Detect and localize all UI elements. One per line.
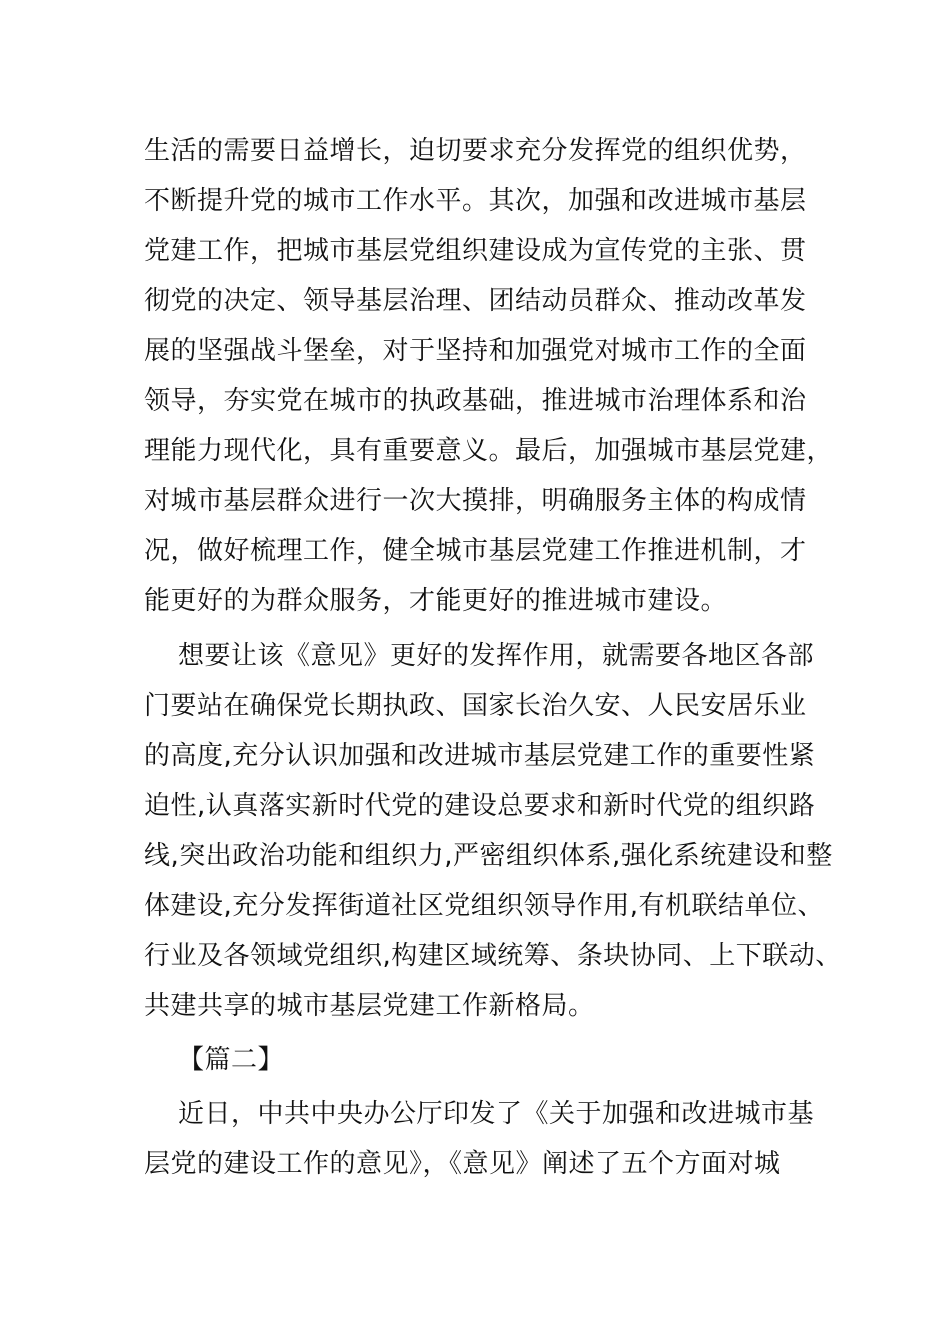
paragraph-3: [144, 1089, 814, 1189]
text-line: 共建共享的城市基层党建工作新格局。: [144, 991, 595, 1021]
paragraph-2: [144, 631, 842, 1031]
text-line: 想要让该《意见》更好的发挥作用，就需要各地区各部: [178, 641, 815, 671]
text-line: 党建工作，把城市基层党组织建设成为宣传党的主张、贯: [144, 236, 807, 266]
text-line: 近日，中共中央办公厅印发了《关于加强和改进城市基: [178, 1099, 815, 1129]
text-line: 行业及各领域党组织,构建区域统筹、条块协同、上下联动、: [144, 941, 842, 971]
text-line: 对城市基层群众进行一次大摸排，明确服务主体的构成情: [144, 486, 807, 516]
text-line: 况，做好梳理工作，健全城市基层党建工作推进机制，才: [144, 536, 807, 566]
text-line: 生活的需要日益增长，迫切要求充分发挥党的组织优势，: [144, 136, 807, 166]
text-line: 领导，夯实党在城市的执政基础，推进城市治理体系和治: [144, 386, 807, 416]
text-line: 门要站在确保党长期执政、国家长治久安、人民安居乐业: [144, 691, 807, 721]
text-line: 彻党的决定、领导基层治理、团结动员群众、推动改革发: [144, 286, 807, 316]
text-line: 不断提升党的城市工作水平。其次，加强和改进城市基层: [144, 186, 807, 216]
text-line: 线,突出政治功能和组织力,严密组织体系,强化系统建设和整: [144, 841, 833, 871]
text-line: 展的坚强战斗堡垒，对于坚持和加强党对城市工作的全面: [144, 336, 807, 366]
text-line: 层党的建设工作的意见》，《意见》阐述了五个方面对城: [144, 1149, 781, 1179]
text-line: 的高度,充分认识加强和改进城市基层党建工作的重要性紧: [144, 741, 816, 771]
text-line: 迫性,认真落实新时代党的建设总要求和新时代党的组织路: [144, 791, 816, 821]
section-heading-block: [144, 1035, 814, 1085]
section-heading: 【篇二】: [178, 1045, 285, 1075]
text-line: 体建设,充分发挥街道社区党组织领导作用,有机联结单位、: [144, 891, 825, 921]
paragraph-1: [144, 126, 834, 626]
text-line: 理能力现代化，具有重要意义。最后，加强城市基层党建，: [144, 436, 834, 466]
text-line: 能更好的为群众服务，才能更好的推进城市建设。: [144, 586, 728, 616]
